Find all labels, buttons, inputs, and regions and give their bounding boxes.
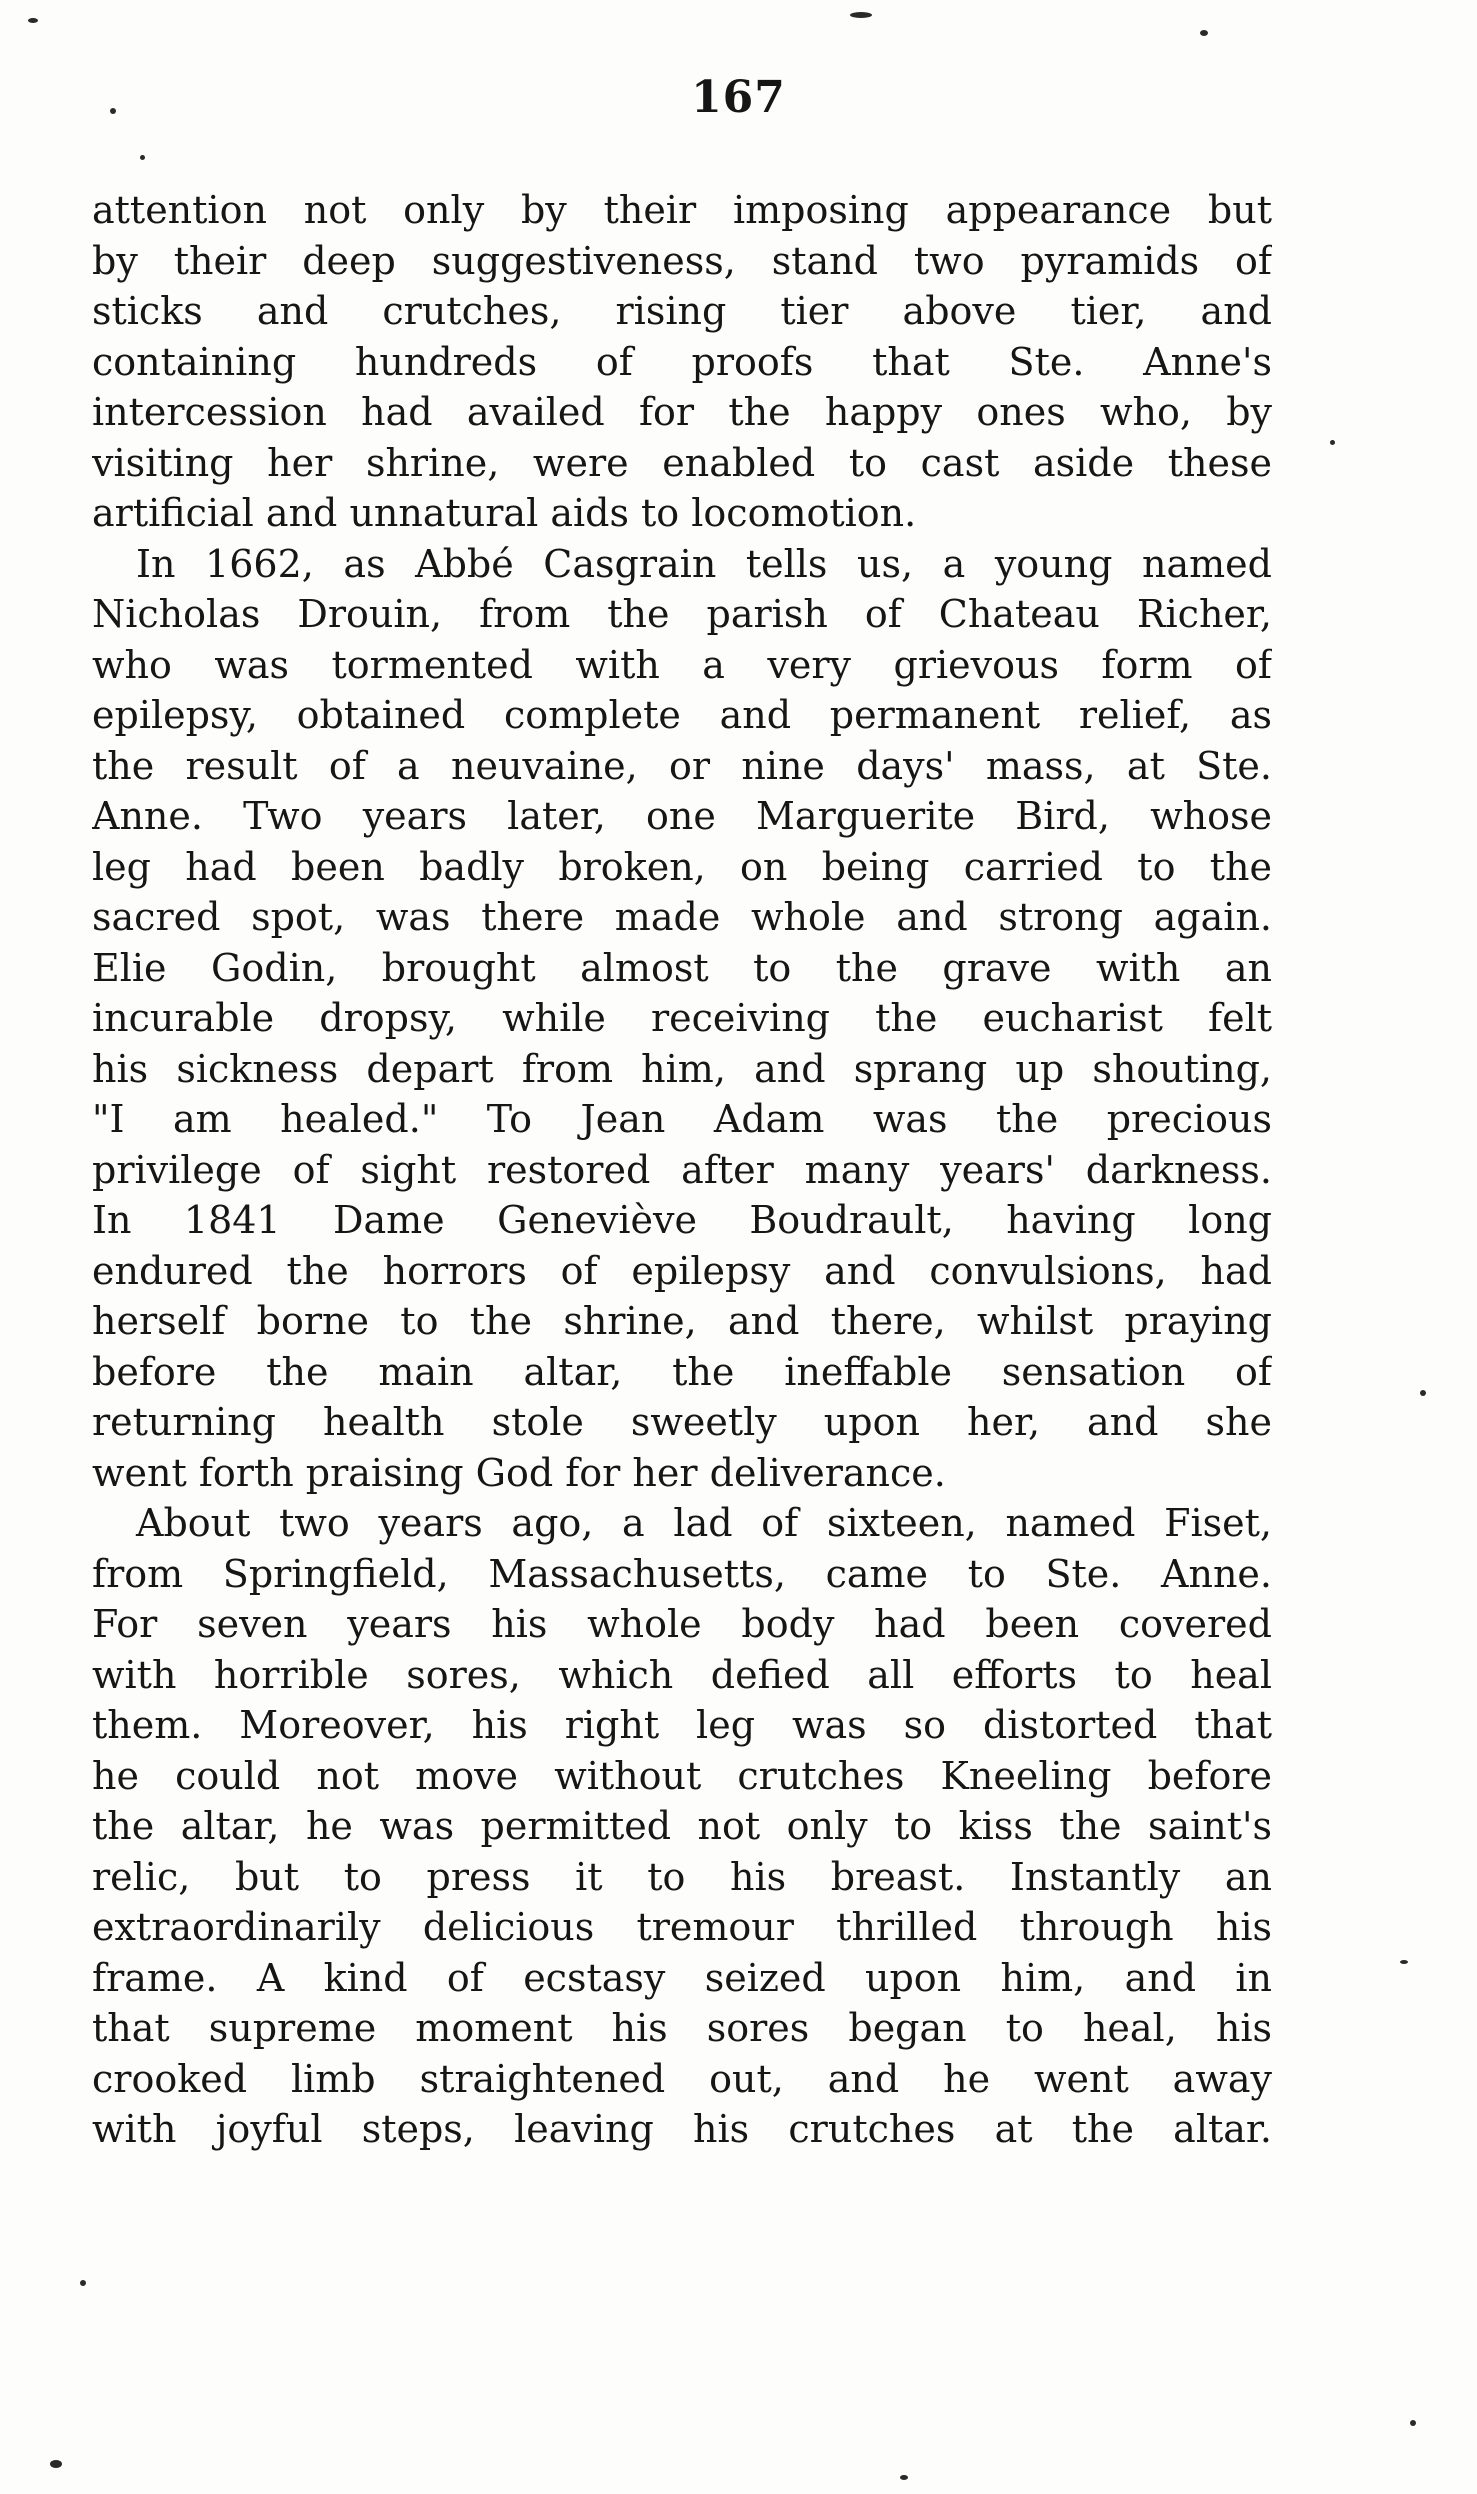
text-line: containing hundreds of proofs that Ste. Anne's [92,339,1272,384]
text-line: epilepsy, obtained complete and permanent relief, as [92,693,1272,737]
text-line: crooked limb straightened out, and he went away [92,2056,1272,2101]
text-line: frame. A kind of ecstasy seized upon him, and in [92,1955,1272,2000]
text-line: who was tormented with a very grievous form of [92,642,1272,687]
scan-speck [850,12,872,18]
text-line: before the main altar, the ineffable sensation of [92,1349,1272,1394]
scan-speck [28,18,38,23]
text-line: Elie Godin, brought almost to the grave with an [92,945,1272,990]
scan-speck [50,2460,62,2468]
text-line: he could not move without crutches Kneeling before [92,1753,1272,1798]
text-line: For seven years his whole body had been covered [92,1602,1272,1646]
text-line: Anne. Two years later, one Marguerite Bird, whose [92,794,1272,838]
text-line: them. Moreover, his right leg was so distorted that [92,1703,1272,1747]
text-line: leg had been badly broken, on being carried to the [92,844,1272,889]
text-line: In 1662, as Abbé Casgrain tells us, a young named [136,541,1272,586]
text-line: attention not only by their imposing appearance but [92,188,1272,232]
text-line: herself borne to the shrine, and there, whilst praying [92,1299,1272,1343]
text-line: "I am healed." To Jean Adam was the precious [92,1097,1272,1141]
text-line: sticks and crutches, rising tier above tier, and [92,289,1272,333]
scan-speck [140,155,145,160]
text-line: intercession had availed for the happy ones who, by [92,390,1272,434]
text-line: from Springfield, Massachusetts, came to Ste. Anne. [92,1551,1272,1596]
text-line: Nicholas Drouin, from the parish of Chateau Richer, [92,592,1272,636]
text-line: relic, but to press it to his breast. Instantly an [92,1854,1272,1899]
scan-speck [1330,440,1335,445]
text-line: visiting her shrine, were enabled to cast aside these [92,440,1272,485]
body-text [92,185,1272,2155]
scan-speck [80,2280,86,2286]
text-line: the altar, he was permitted not only to kiss the saint's [92,1804,1272,1848]
text-line: his sickness depart from him, and sprang up shouting, [92,1046,1272,1091]
text-line: In 1841 Dame Geneviève Boudrault, having long [92,1198,1272,1242]
scan-speck [110,108,116,114]
text-line: with horrible sores, which defied all efforts to heal [92,1652,1272,1697]
text-line: by their deep suggestiveness, stand two pyramids of [92,238,1272,283]
text-line: went forth praising God for her deliverance. [92,1450,946,1495]
text-line: with joyful steps, leaving his crutches at the altar. [92,2107,1272,2151]
scan-speck [900,2475,908,2480]
text-line: artificial and unnatural aids to locomotion. [92,491,917,535]
text-line: About two years ago, a lad of sixteen, named Fiset, [136,1501,1272,1545]
scan-speck [1200,30,1208,36]
text-line: privilege of sight restored after many years' darkness. [92,1147,1272,1192]
text-line: returning health stole sweetly upon her, and she [92,1400,1272,1444]
text-line: sacred spot, was there made whole and strong again. [92,895,1272,939]
text-line: that supreme moment his sores began to heal, his [92,2006,1272,2050]
text-line: extraordinarily delicious tremour thrilled through his [92,1905,1272,1949]
text-line: the result of a neuvaine, or nine days' mass, at Ste. [92,743,1272,788]
scan-speck [1400,1960,1408,1964]
text-line: endured the horrors of epilepsy and convulsions, had [92,1248,1272,1293]
scan-speck [1420,1390,1426,1396]
page-number: 167 [691,72,786,123]
text-line: incurable dropsy, while receiving the eucharist felt [92,996,1272,1040]
scan-speck [1410,2420,1416,2426]
